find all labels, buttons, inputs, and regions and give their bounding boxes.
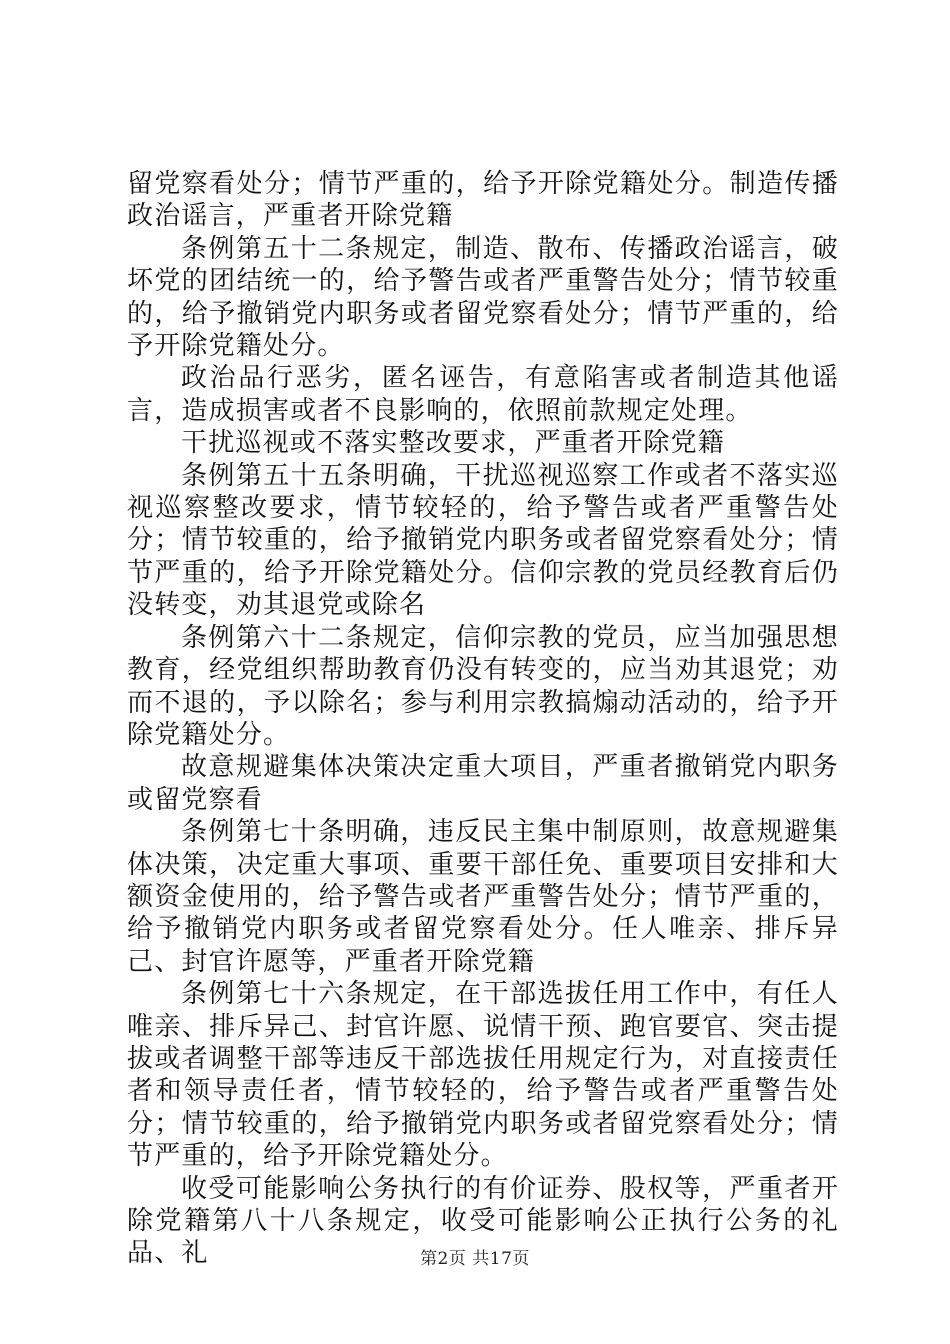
page-number-footer: 第2页 共17页 (420, 1249, 530, 1269)
paragraph-6: 条例第六十二条规定，信仰宗教的党员，应当加强思想教育，经党组织帮助教育仍没有转变的，应当劝其退党；劝而不退的，予以除名；参与利用宗教搞煽动活动的，给予开除党籍处分。 (127, 622, 839, 750)
paragraph-2: 条例第五十二条规定，制造、散布、传播政治谣言，破坏党的团结统一的，给予警告或者严重警告处分；情节较重的，给予撤销党内职务或者留党察看处分；情节严重的，给予开除党籍处分。 (127, 233, 839, 362)
paragraph-8: 条例第七十条明确，违反民主集中制原则，故意规避集体决策，决定重大事项、重要干部任免、重要项目安排和大额资金使用的，给予警告或者严重警告处分；情节严重的，给予撤销党内职务或者留党察看处分。任人唯亲、排斥异己、封官许愿等，严重者开除党籍 (127, 817, 839, 977)
paragraph-10: 收受可能影响公务执行的有价证券、股权等，严重者开除党籍第八十八条规定，收受可能影响公正执行公务的礼品、礼 (127, 1173, 839, 1269)
paragraph-1: 留党察看处分；情节严重的，给予开除党籍处分。制造传播政治谣言，严重者开除党籍 (127, 169, 839, 232)
section-heading-decision: 故意规避集体决策决定重大项目，严重者撤销党内职务或留党察看 (127, 752, 839, 815)
section-heading-inspection: 干扰巡视或不落实整改要求，严重者开除党籍 (181, 428, 726, 459)
document-body (127, 168, 839, 1270)
paragraph-9: 条例第七十六条规定，在干部选拔任用工作中，有任人唯亲、排斥异己、封官许愿、说情干预、跑官要官、突击提拔或者调整干部等违反干部选拔任用规定行为，对直接责任者和领导责任者，情节较轻的，给予警告或者严重警告处分；情节较重的，给予撤销党内职务或者留党察看处分；情节严重的，给予开除党籍处分。 (127, 979, 839, 1172)
paragraph-5: 条例第五十五条明确，干扰巡视巡察工作或者不落实巡视巡察整改要求，情节较轻的，给予警告或者严重警告处分；情节较重的，给予撤销党内职务或者留党察看处分；情节严重的，给予开除党籍处分。信仰宗教的党员经教育后仍没转变，劝其退党或除名 (127, 460, 839, 621)
paragraph-3: 政治品行恶劣，匿名诬告，有意陷害或者制造其他谣言，造成损害或者不良影响的，依照前款规定处理。 (127, 363, 839, 426)
